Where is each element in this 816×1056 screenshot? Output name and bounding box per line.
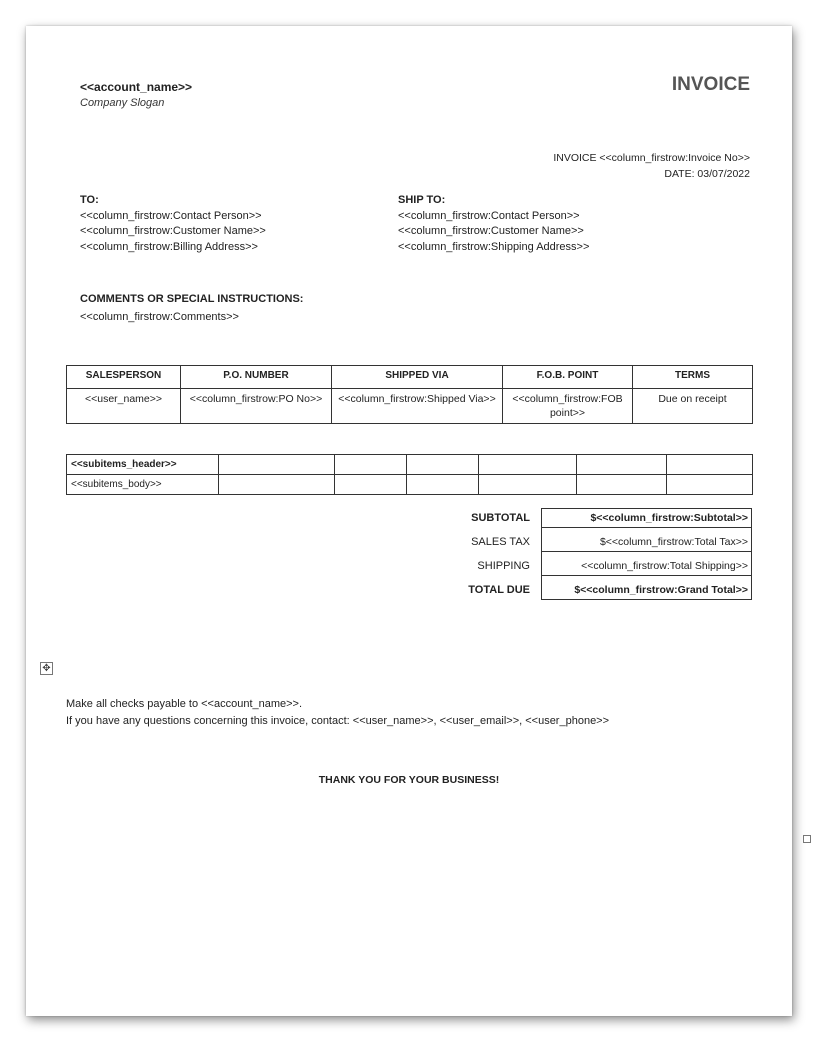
questions-note: If you have any questions concerning this invoice, contact: <<user_name>>, <<user_email>>, <<user_phone>> xyxy=(66,715,610,727)
table-cell xyxy=(577,475,667,495)
comments-label: COMMENTS OR SPECIAL INSTRUCTIONS: xyxy=(80,293,304,305)
resize-handle-icon[interactable] xyxy=(803,835,811,843)
table-cell xyxy=(219,455,335,475)
table-cell xyxy=(479,455,577,475)
po-number-value: <<column_firstrow:PO No>> xyxy=(181,389,332,424)
line-items-header-row xyxy=(67,455,753,475)
po-number-header: P.O. NUMBER xyxy=(181,366,332,389)
total-due-value: $<<column_firstrow:Grand Total>> xyxy=(541,576,752,600)
bill-to-contact: <<column_firstrow:Contact Person>> xyxy=(80,209,262,222)
bill-to-label: TO: xyxy=(80,194,99,206)
ship-to-customer: <<column_firstrow:Customer Name>> xyxy=(398,225,584,237)
line-items-body-row xyxy=(67,475,753,495)
line-items-table xyxy=(66,454,753,495)
total-due-row xyxy=(468,576,752,600)
subtotal-value: $<<column_firstrow:Subtotal>> xyxy=(541,508,752,528)
document-page xyxy=(26,26,792,1016)
fob-point-value: <<column_firstrow:FOB point>> xyxy=(503,389,633,424)
ship-to-address: <<column_firstrow:Shipping Address>> xyxy=(398,240,590,253)
subtotal-row xyxy=(471,508,752,528)
table-cell xyxy=(335,475,407,495)
subitems-header: <<subitems_header>> xyxy=(67,455,219,475)
terms-value: Due on receipt xyxy=(633,389,753,424)
table-cell xyxy=(479,475,577,495)
invoice-title: INVOICE xyxy=(671,74,750,95)
comments-value: <<column_firstrow:Comments>> xyxy=(80,311,239,323)
table-cell xyxy=(219,475,335,495)
checks-payable-note: Make all checks payable to <<account_name>>. xyxy=(66,698,303,710)
salesperson-header: SALESPERSON xyxy=(67,366,181,389)
subitems-body: <<subitems_body>> xyxy=(67,475,219,495)
invoice-meta xyxy=(553,150,750,182)
shipped-via-header: SHIPPED VIA xyxy=(332,366,503,389)
sales-tax-label: SALES TAX xyxy=(471,536,530,548)
table-cell xyxy=(577,455,667,475)
account-name: <<account_name>> xyxy=(80,80,193,94)
sales-tax-row xyxy=(471,528,752,552)
footer-notes xyxy=(66,696,609,730)
table-cell xyxy=(667,455,753,475)
ship-to-label: SHIP TO: xyxy=(398,194,446,206)
order-info-table xyxy=(66,365,753,424)
order-info-header-row xyxy=(67,366,753,389)
table-cell xyxy=(407,455,479,475)
shipping-label: SHIPPING xyxy=(477,560,530,572)
bill-to-address: <<column_firstrow:Billing Address>> xyxy=(80,240,258,253)
table-cell xyxy=(407,475,479,495)
terms-header: TERMS xyxy=(633,366,753,389)
comments-block xyxy=(80,290,303,326)
totals-block xyxy=(468,508,752,600)
ship-to-contact: <<column_firstrow:Contact Person>> xyxy=(398,209,580,222)
table-cell xyxy=(667,475,753,495)
shipping-row xyxy=(477,552,752,576)
bill-to-block xyxy=(80,193,266,255)
shipping-value: <<column_firstrow:Total Shipping>> xyxy=(541,552,752,576)
move-handle-icon[interactable]: ✥ xyxy=(40,662,53,675)
subtotal-label: SUBTOTAL xyxy=(471,512,530,524)
fob-point-header: F.O.B. POINT xyxy=(503,366,633,389)
ship-to-block xyxy=(398,193,589,255)
order-info-value-row xyxy=(67,389,753,424)
bill-to-customer: <<column_firstrow:Customer Name>> xyxy=(80,225,266,237)
sales-tax-value: $<<column_firstrow:Total Tax>> xyxy=(541,528,752,552)
thank-you-message: THANK YOU FOR YOUR BUSINESS! xyxy=(318,774,500,786)
company-slogan: Company Slogan xyxy=(80,97,165,109)
invoice-number: INVOICE <<column_firstrow:Invoice No>> xyxy=(553,152,750,164)
salesperson-value: <<user_name>> xyxy=(67,389,181,424)
total-due-label: TOTAL DUE xyxy=(468,584,530,596)
table-cell xyxy=(335,455,407,475)
shipped-via-value: <<column_firstrow:Shipped Via>> xyxy=(332,389,503,424)
invoice-date: DATE: 03/07/2022 xyxy=(664,168,750,180)
